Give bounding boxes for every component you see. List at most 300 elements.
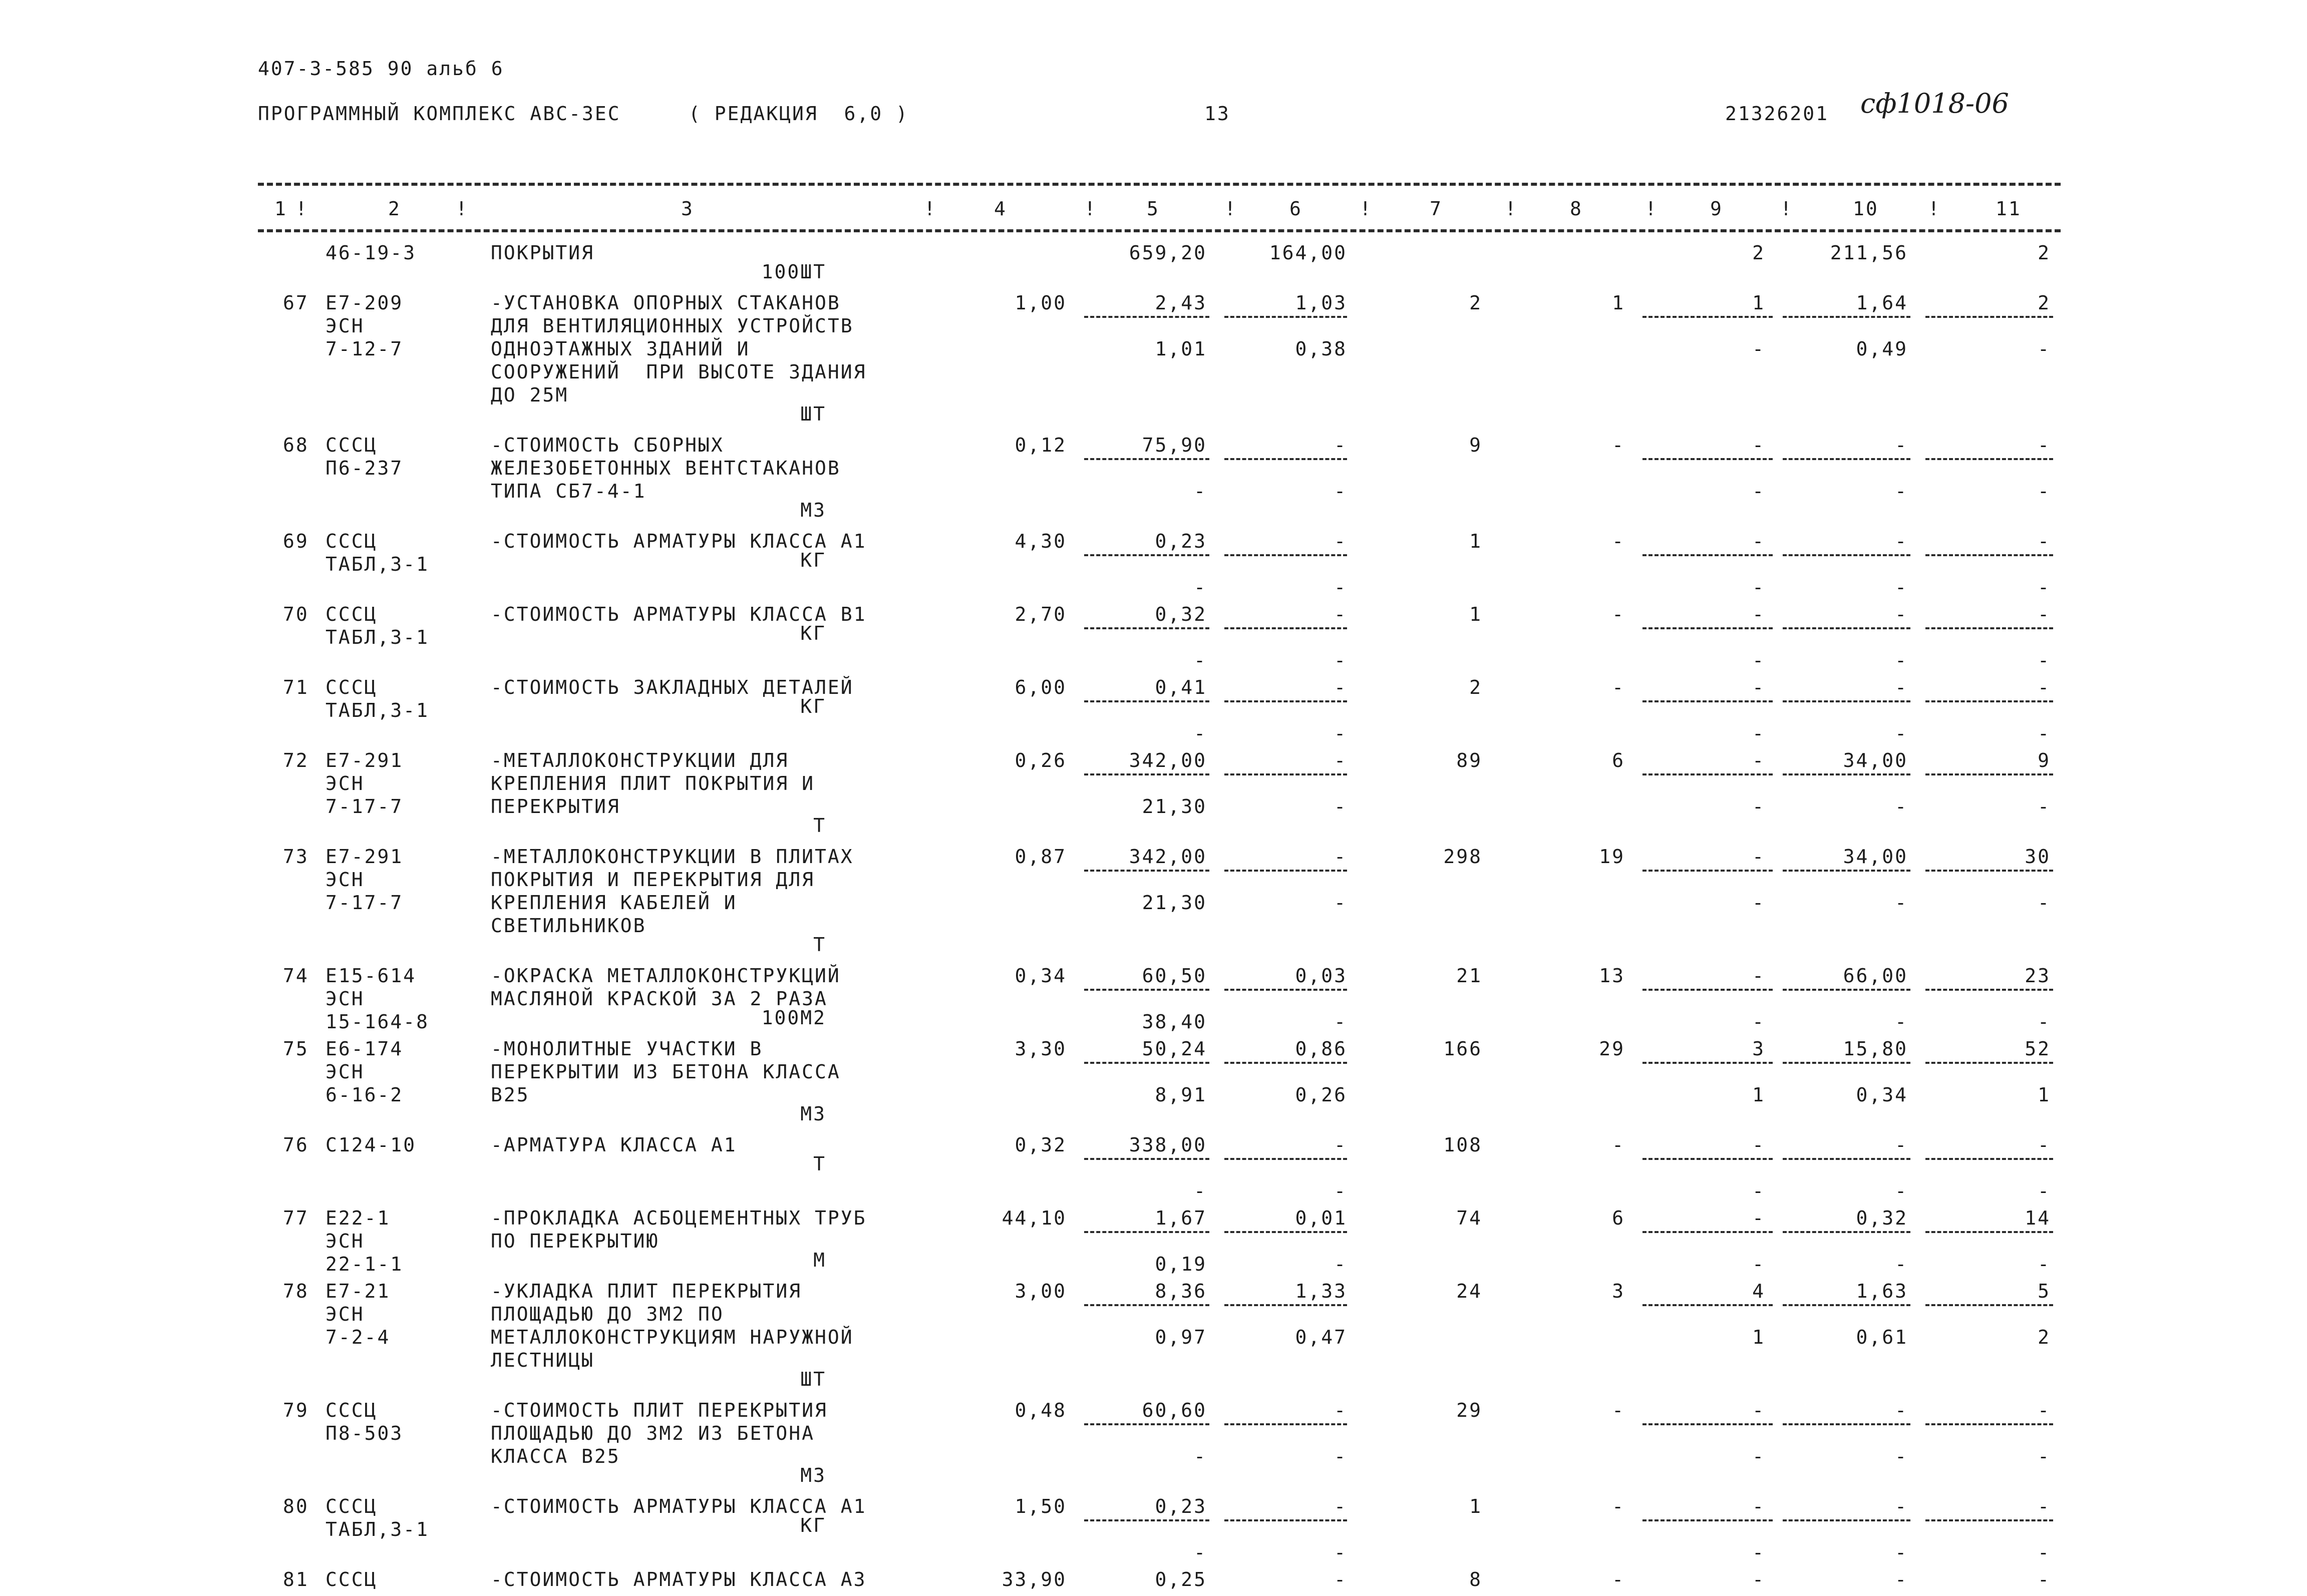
subtotal-rule <box>1925 989 2053 991</box>
subtotal-rule <box>1925 1062 2053 1064</box>
subtotal-rule <box>1783 1231 1910 1233</box>
row-code: П8-503 <box>325 1422 404 1444</box>
row-c5: 8,36 <box>1155 1280 1207 1302</box>
row-col7: 1 <box>1469 530 1482 552</box>
row-c11: - <box>2038 676 2051 698</box>
row-c10: - <box>1895 649 1908 671</box>
column-separator-7: ! <box>1505 198 1518 220</box>
subtotal-rule <box>1783 870 1910 872</box>
subtotal-rule <box>1925 1231 2053 1233</box>
row-c6: 0,86 <box>1295 1038 1347 1060</box>
row-number: 73 <box>283 846 309 868</box>
subtotal-rule <box>1642 989 1773 991</box>
row-c11: 2 <box>2038 242 2051 264</box>
subtotal-rule <box>1224 870 1347 872</box>
row-code: ЭСН <box>325 315 365 337</box>
row-c11: 52 <box>2025 1038 2051 1060</box>
row-number: 72 <box>283 749 309 771</box>
edition: ( РЕДАКЦИЯ 6,0 ) <box>689 103 909 125</box>
row-col7: 29 <box>1456 1399 1482 1421</box>
column-header-5: 5 <box>1147 198 1160 220</box>
row-c11: - <box>2038 603 2051 625</box>
row-c5: 0,25 <box>1155 1568 1207 1590</box>
column-separator-2: ! <box>456 198 469 220</box>
row-c9: - <box>1752 1134 1765 1156</box>
row-unit: М <box>813 1249 826 1271</box>
row-c6: - <box>1334 892 1347 914</box>
row-c11: - <box>2038 1134 2051 1156</box>
row-c6: 0,03 <box>1295 965 1347 987</box>
row-col8: 19 <box>1599 846 1625 868</box>
subtotal-rule <box>1642 1304 1773 1306</box>
row-c10: - <box>1895 722 1908 744</box>
row-description: МЕТАЛЛОКОНСТРУКЦИЯМ НАРУЖНОЙ <box>491 1326 854 1348</box>
row-c6: - <box>1334 795 1347 818</box>
row-c5: 342,00 <box>1129 846 1207 868</box>
column-header-1: 1 <box>274 198 287 220</box>
row-c5: 21,30 <box>1142 795 1207 818</box>
row-c10: 34,00 <box>1843 846 1908 868</box>
row-number: 74 <box>283 965 309 987</box>
row-c9: - <box>1752 434 1765 456</box>
row-code: Е7-291 <box>325 846 404 868</box>
row-c10: 211,56 <box>1830 242 1908 264</box>
row-code: СССЦ <box>325 434 378 456</box>
row-c5: - <box>1194 1541 1207 1563</box>
row-code: Е15-614 <box>325 965 417 987</box>
row-col8: - <box>1612 1134 1625 1156</box>
row-c11: 5 <box>2038 1280 2051 1302</box>
row-c9: - <box>1752 649 1765 671</box>
row-col7: 108 <box>1443 1134 1482 1156</box>
row-c11: 2 <box>2038 1326 2051 1348</box>
column-separator-9: ! <box>1780 198 1793 220</box>
row-description: ПЕРЕКРЫТИИ ИЗ БЕТОНА КЛАССА <box>491 1061 841 1083</box>
subtotal-rule <box>1783 1519 1910 1521</box>
row-unit: ШТ <box>800 403 826 425</box>
subtotal-rule <box>1224 1231 1347 1233</box>
row-description: -МОНОЛИТНЫЕ УЧАСТКИ В <box>491 1038 763 1060</box>
column-separator-6: ! <box>1360 198 1373 220</box>
row-col8: 13 <box>1599 965 1625 987</box>
row-c6: 0,38 <box>1295 338 1347 360</box>
row-c11: - <box>2038 649 2051 671</box>
subtotal-rule <box>1084 870 1209 872</box>
row-description: ТИПА СБ7-4-1 <box>491 480 646 502</box>
row-description: -УСТАНОВКА ОПОРНЫХ СТАКАНОВ <box>491 292 841 314</box>
row-code: ТАБЛ,3-1 <box>325 699 430 721</box>
row-c5: 0,19 <box>1155 1253 1207 1275</box>
row-description: ДЛЯ ВЕНТИЛЯЦИОННЫХ УСТРОЙСТВ <box>491 315 854 337</box>
row-col7: 21 <box>1456 965 1482 987</box>
row-col7: 74 <box>1456 1207 1482 1229</box>
row-c10: - <box>1895 1445 1908 1467</box>
row-col8: 3 <box>1612 1280 1625 1302</box>
row-code: ЭСН <box>325 1303 365 1325</box>
row-c10: 0,34 <box>1856 1084 1908 1106</box>
column-separator-3: ! <box>924 198 937 220</box>
column-separator-4: ! <box>1084 198 1097 220</box>
row-description: ПОКРЫТИЯ <box>491 242 595 264</box>
subtotal-rule <box>1224 1304 1347 1306</box>
row-c6: - <box>1334 603 1347 625</box>
subtotal-rule <box>1925 1423 2053 1425</box>
row-code: СССЦ <box>325 603 378 625</box>
row-code: 6-16-2 <box>325 1084 404 1106</box>
subtotal-rule <box>1925 1519 2053 1521</box>
row-code: 7-17-7 <box>325 795 404 818</box>
subtotal-rule <box>1084 554 1209 556</box>
row-quantity: 1,50 <box>1015 1495 1067 1517</box>
row-description: ПЕРЕКРЫТИЯ <box>491 795 620 818</box>
row-description: -СТОИМОСТЬ АРМАТУРЫ КЛАССА А1 <box>491 530 867 552</box>
row-description: ПЛОЩАДЬЮ ДО 3М2 ИЗ БЕТОНА <box>491 1422 815 1444</box>
page-number: 13 <box>1204 103 1230 125</box>
row-c6: - <box>1334 1180 1347 1202</box>
row-number: 79 <box>283 1399 309 1421</box>
subtotal-rule <box>1084 458 1209 460</box>
handwritten-code: сф1018-06 <box>1860 88 2009 119</box>
row-c6: - <box>1334 480 1347 502</box>
row-col8: - <box>1612 603 1625 625</box>
row-description: ЛЕСТНИЦЫ <box>491 1349 595 1371</box>
row-col7: 2 <box>1469 676 1482 698</box>
row-code: Е7-291 <box>325 749 404 771</box>
row-c5: - <box>1194 722 1207 744</box>
row-c6: - <box>1334 1253 1347 1275</box>
row-col8: - <box>1612 1568 1625 1590</box>
subtotal-rule <box>1783 773 1910 775</box>
row-c10: 66,00 <box>1843 965 1908 987</box>
row-code: ТАБЛ,3-1 <box>325 553 430 575</box>
row-col8: 29 <box>1599 1038 1625 1060</box>
row-c5: 0,32 <box>1155 603 1207 625</box>
column-separator-1: ! <box>295 198 308 220</box>
subtotal-rule <box>1642 773 1773 775</box>
row-col7: 9 <box>1469 434 1482 456</box>
subtotal-rule <box>1084 700 1209 702</box>
column-header-7: 7 <box>1430 198 1443 220</box>
row-c10: - <box>1895 480 1908 502</box>
row-c10: - <box>1895 676 1908 698</box>
subtotal-rule <box>1925 316 2053 318</box>
subtotal-rule <box>1783 458 1910 460</box>
subtotal-rule <box>1642 1423 1773 1425</box>
subtotal-rule <box>1783 1062 1910 1064</box>
row-c11: - <box>2038 1445 2051 1467</box>
subtotal-rule <box>1224 1423 1347 1425</box>
row-c6: - <box>1334 530 1347 552</box>
row-c9: 3 <box>1752 1038 1765 1060</box>
row-number: 76 <box>283 1134 309 1156</box>
row-col7: 89 <box>1456 749 1482 771</box>
subtotal-rule <box>1084 1423 1209 1425</box>
row-c10: - <box>1895 1253 1908 1275</box>
row-quantity: 0,26 <box>1015 749 1067 771</box>
subtotal-rule <box>1642 1519 1773 1521</box>
column-header-10: 10 <box>1853 198 1879 220</box>
row-number: 78 <box>283 1280 309 1302</box>
column-header-6: 6 <box>1289 198 1302 220</box>
row-unit: КГ <box>800 549 826 571</box>
row-description: КЛАССА В25 <box>491 1445 620 1467</box>
row-c5: 0,23 <box>1155 530 1207 552</box>
column-separator-8: ! <box>1645 198 1658 220</box>
row-code: Е7-209 <box>325 292 404 314</box>
row-c9: 1 <box>1752 292 1765 314</box>
subtotal-rule <box>1925 870 2053 872</box>
row-c6: - <box>1334 846 1347 868</box>
row-description: -ОКРАСКА МЕТАЛЛОКОНСТРУКЦИЙ <box>491 965 841 987</box>
row-col8: - <box>1612 676 1625 698</box>
row-quantity: 44,10 <box>1002 1207 1067 1229</box>
row-quantity: 2,70 <box>1015 603 1067 625</box>
row-quantity: 0,32 <box>1015 1134 1067 1156</box>
row-c6: - <box>1334 676 1347 698</box>
row-c6: 0,47 <box>1295 1326 1347 1348</box>
row-c9: - <box>1752 576 1765 598</box>
subtotal-rule <box>1224 1519 1347 1521</box>
row-code: Е6-174 <box>325 1038 404 1060</box>
subtotal-rule <box>1084 1231 1209 1233</box>
row-c10: 0,49 <box>1856 338 1908 360</box>
row-c11: 30 <box>2025 846 2051 868</box>
row-c10: - <box>1895 434 1908 456</box>
row-c5: - <box>1194 649 1207 671</box>
row-code: ЭСН <box>325 1230 365 1252</box>
row-description: -СТОИМОСТЬ АРМАТУРЫ КЛАССА А1 <box>491 1495 867 1517</box>
row-c11: - <box>2038 1541 2051 1563</box>
row-number: 70 <box>283 603 309 625</box>
row-c6: - <box>1334 434 1347 456</box>
row-col8: - <box>1612 434 1625 456</box>
subtotal-rule <box>1084 627 1209 629</box>
row-c5: 1,01 <box>1155 338 1207 360</box>
row-c10: - <box>1895 795 1908 818</box>
row-description: -УКЛАДКА ПЛИТ ПЕРЕКРЫТИЯ <box>491 1280 802 1302</box>
row-c5: 659,20 <box>1129 242 1207 264</box>
column-header-11: 11 <box>1996 198 2022 220</box>
row-c9: - <box>1752 676 1765 698</box>
row-c9: 2 <box>1752 242 1765 264</box>
row-c10: - <box>1895 1399 1908 1421</box>
row-c11: - <box>2038 722 2051 744</box>
row-col8: 6 <box>1612 749 1625 771</box>
subtotal-rule <box>1925 1304 2053 1306</box>
row-unit: М3 <box>800 1464 826 1486</box>
subtotal-rule <box>1925 773 2053 775</box>
row-c11: - <box>2038 1495 2051 1517</box>
subtotal-rule <box>1224 1062 1347 1064</box>
row-description: -МЕТАЛЛОКОНСТРУКЦИИ ДЛЯ <box>491 749 789 771</box>
row-description: ОДНОЭТАЖНЫХ ЗДАНИЙ И <box>491 338 750 360</box>
row-quantity: 0,12 <box>1015 434 1067 456</box>
column-separator-10: ! <box>1928 198 1941 220</box>
row-c9: - <box>1752 892 1765 914</box>
row-col8: 6 <box>1612 1207 1625 1229</box>
row-unit: КГ <box>800 1514 826 1536</box>
row-c5: 1,67 <box>1155 1207 1207 1229</box>
row-code: СССЦ <box>325 1568 378 1590</box>
row-c9: - <box>1752 965 1765 987</box>
row-c11: 23 <box>2025 965 2051 987</box>
subtotal-rule <box>1084 989 1209 991</box>
row-c11: 14 <box>2025 1207 2051 1229</box>
row-c9: - <box>1752 1541 1765 1563</box>
row-c5: 60,50 <box>1142 965 1207 987</box>
subtotal-rule <box>1224 1158 1347 1160</box>
row-c5: 0,23 <box>1155 1495 1207 1517</box>
row-c5: 60,60 <box>1142 1399 1207 1421</box>
subtotal-rule <box>1642 316 1773 318</box>
row-quantity: 3,30 <box>1015 1038 1067 1060</box>
subtotal-rule <box>1783 627 1910 629</box>
row-col7: 2 <box>1469 292 1482 314</box>
row-code: 15-164-8 <box>325 1011 430 1033</box>
row-col8: - <box>1612 1495 1625 1517</box>
subtotal-rule <box>1783 1423 1910 1425</box>
row-c5: - <box>1194 1445 1207 1467</box>
subtotal-rule <box>1084 1519 1209 1521</box>
row-c5: - <box>1194 1180 1207 1202</box>
row-c10: 34,00 <box>1843 749 1908 771</box>
row-col8: - <box>1612 530 1625 552</box>
row-c5: 8,91 <box>1155 1084 1207 1106</box>
row-c6: - <box>1334 1495 1347 1517</box>
row-code: П6-237 <box>325 457 404 479</box>
row-c5: - <box>1194 576 1207 598</box>
row-c11: - <box>2038 1253 2051 1275</box>
row-c9: - <box>1752 1180 1765 1202</box>
row-c9: - <box>1752 749 1765 771</box>
row-c9: - <box>1752 1011 1765 1033</box>
column-header-2: 2 <box>388 198 401 220</box>
row-c6: - <box>1334 649 1347 671</box>
row-c10: - <box>1895 530 1908 552</box>
row-c5: 0,97 <box>1155 1326 1207 1348</box>
subtotal-rule <box>1783 316 1910 318</box>
row-c5: 338,00 <box>1129 1134 1207 1156</box>
row-code: ЭСН <box>325 869 365 891</box>
column-separator-5: ! <box>1224 198 1237 220</box>
row-c9: - <box>1752 1445 1765 1467</box>
row-c9: - <box>1752 480 1765 502</box>
row-c6: 1,03 <box>1295 292 1347 314</box>
row-code: 7-12-7 <box>325 338 404 360</box>
row-code: 46-19-3 <box>325 242 417 264</box>
row-code: СССЦ <box>325 1495 378 1517</box>
subtotal-rule <box>1642 458 1773 460</box>
row-description: -СТОИМОСТЬ АРМАТУРЫ КЛАССА А3 <box>491 1568 867 1590</box>
row-col7: 298 <box>1443 846 1482 868</box>
row-code: Е22-1 <box>325 1207 391 1229</box>
subtotal-rule <box>1925 1158 2053 1160</box>
row-unit: 100М2 <box>761 1007 826 1029</box>
subtotal-rule <box>1224 989 1347 991</box>
row-unit: ШТ <box>800 1368 826 1390</box>
row-description: ПОКРЫТИЯ И ПЕРЕКРЫТИЯ ДЛЯ <box>491 869 815 891</box>
row-description: СООРУЖЕНИЙ ПРИ ВЫСОТЕ ЗДАНИЯ <box>491 361 867 383</box>
row-c9: - <box>1752 1253 1765 1275</box>
row-c5: - <box>1194 480 1207 502</box>
row-quantity: 0,34 <box>1015 965 1067 987</box>
row-c9: - <box>1752 846 1765 868</box>
subtotal-rule <box>1925 458 2053 460</box>
row-number: 75 <box>283 1038 309 1060</box>
row-c10: - <box>1895 1495 1908 1517</box>
row-c5: 2,43 <box>1155 292 1207 314</box>
row-c6: - <box>1334 1445 1347 1467</box>
doc-number: 21326201 <box>1725 103 1829 125</box>
row-c6: - <box>1334 1134 1347 1156</box>
row-code: СССЦ <box>325 1399 378 1421</box>
row-quantity: 1,00 <box>1015 292 1067 314</box>
row-col7: 1 <box>1469 603 1482 625</box>
row-c11: - <box>2038 795 2051 818</box>
row-c6: - <box>1334 1011 1347 1033</box>
row-c6: - <box>1334 1399 1347 1421</box>
row-code: СССЦ <box>325 676 378 698</box>
row-description: -СТОИМОСТЬ АРМАТУРЫ КЛАССА В1 <box>491 603 867 625</box>
row-unit: М3 <box>800 1103 826 1125</box>
row-unit: Т <box>813 934 826 956</box>
subtotal-rule <box>1084 773 1209 775</box>
row-c9: - <box>1752 1568 1765 1590</box>
row-c10: - <box>1895 603 1908 625</box>
row-c11: - <box>2038 1011 2051 1033</box>
row-description: ПО ПЕРЕКРЫТИЮ <box>491 1230 660 1252</box>
subtotal-rule <box>1925 627 2053 629</box>
row-description: -МЕТАЛЛОКОНСТРУКЦИИ В ПЛИТАХ <box>491 846 854 868</box>
subtotal-rule <box>1925 554 2053 556</box>
row-c9: - <box>1752 1399 1765 1421</box>
row-c5: 50,24 <box>1142 1038 1207 1060</box>
subtotal-rule <box>1783 989 1910 991</box>
row-c9: 1 <box>1752 1084 1765 1106</box>
row-col7: 166 <box>1443 1038 1482 1060</box>
column-header-3: 3 <box>681 198 694 220</box>
row-number: 77 <box>283 1207 309 1229</box>
row-description: МАСЛЯНОЙ КРАСКОЙ ЗА 2 РАЗА <box>491 988 828 1010</box>
row-unit: 100ШТ <box>761 261 826 283</box>
row-c11: 2 <box>2038 292 2051 314</box>
row-quantity: 6,00 <box>1015 676 1067 698</box>
row-c11: - <box>2038 1568 2051 1590</box>
subtotal-rule <box>1783 1304 1910 1306</box>
row-c11: - <box>2038 338 2051 360</box>
row-number: 68 <box>283 434 309 456</box>
row-description: СВЕТИЛЬНИКОВ <box>491 915 646 937</box>
row-quantity: 0,87 <box>1015 846 1067 868</box>
row-unit: Т <box>813 1153 826 1175</box>
row-c5: 342,00 <box>1129 749 1207 771</box>
column-header-9: 9 <box>1710 198 1723 220</box>
subtotal-rule <box>1224 627 1347 629</box>
row-code: 7-2-4 <box>325 1326 391 1348</box>
row-c9: - <box>1752 795 1765 818</box>
row-c10: - <box>1895 1568 1908 1590</box>
row-quantity: 3,00 <box>1015 1280 1067 1302</box>
row-c10: 1,63 <box>1856 1280 1908 1302</box>
row-c11: - <box>2038 530 2051 552</box>
column-header-8: 8 <box>1570 198 1583 220</box>
row-description: ЖЕЛЕЗОБЕТОННЫХ ВЕНТСТАКАНОВ <box>491 457 841 479</box>
row-code: СССЦ <box>325 530 378 552</box>
row-c9: - <box>1752 1495 1765 1517</box>
row-c9: 1 <box>1752 1326 1765 1348</box>
row-col8: 1 <box>1612 292 1625 314</box>
row-unit: КГ <box>800 695 826 717</box>
